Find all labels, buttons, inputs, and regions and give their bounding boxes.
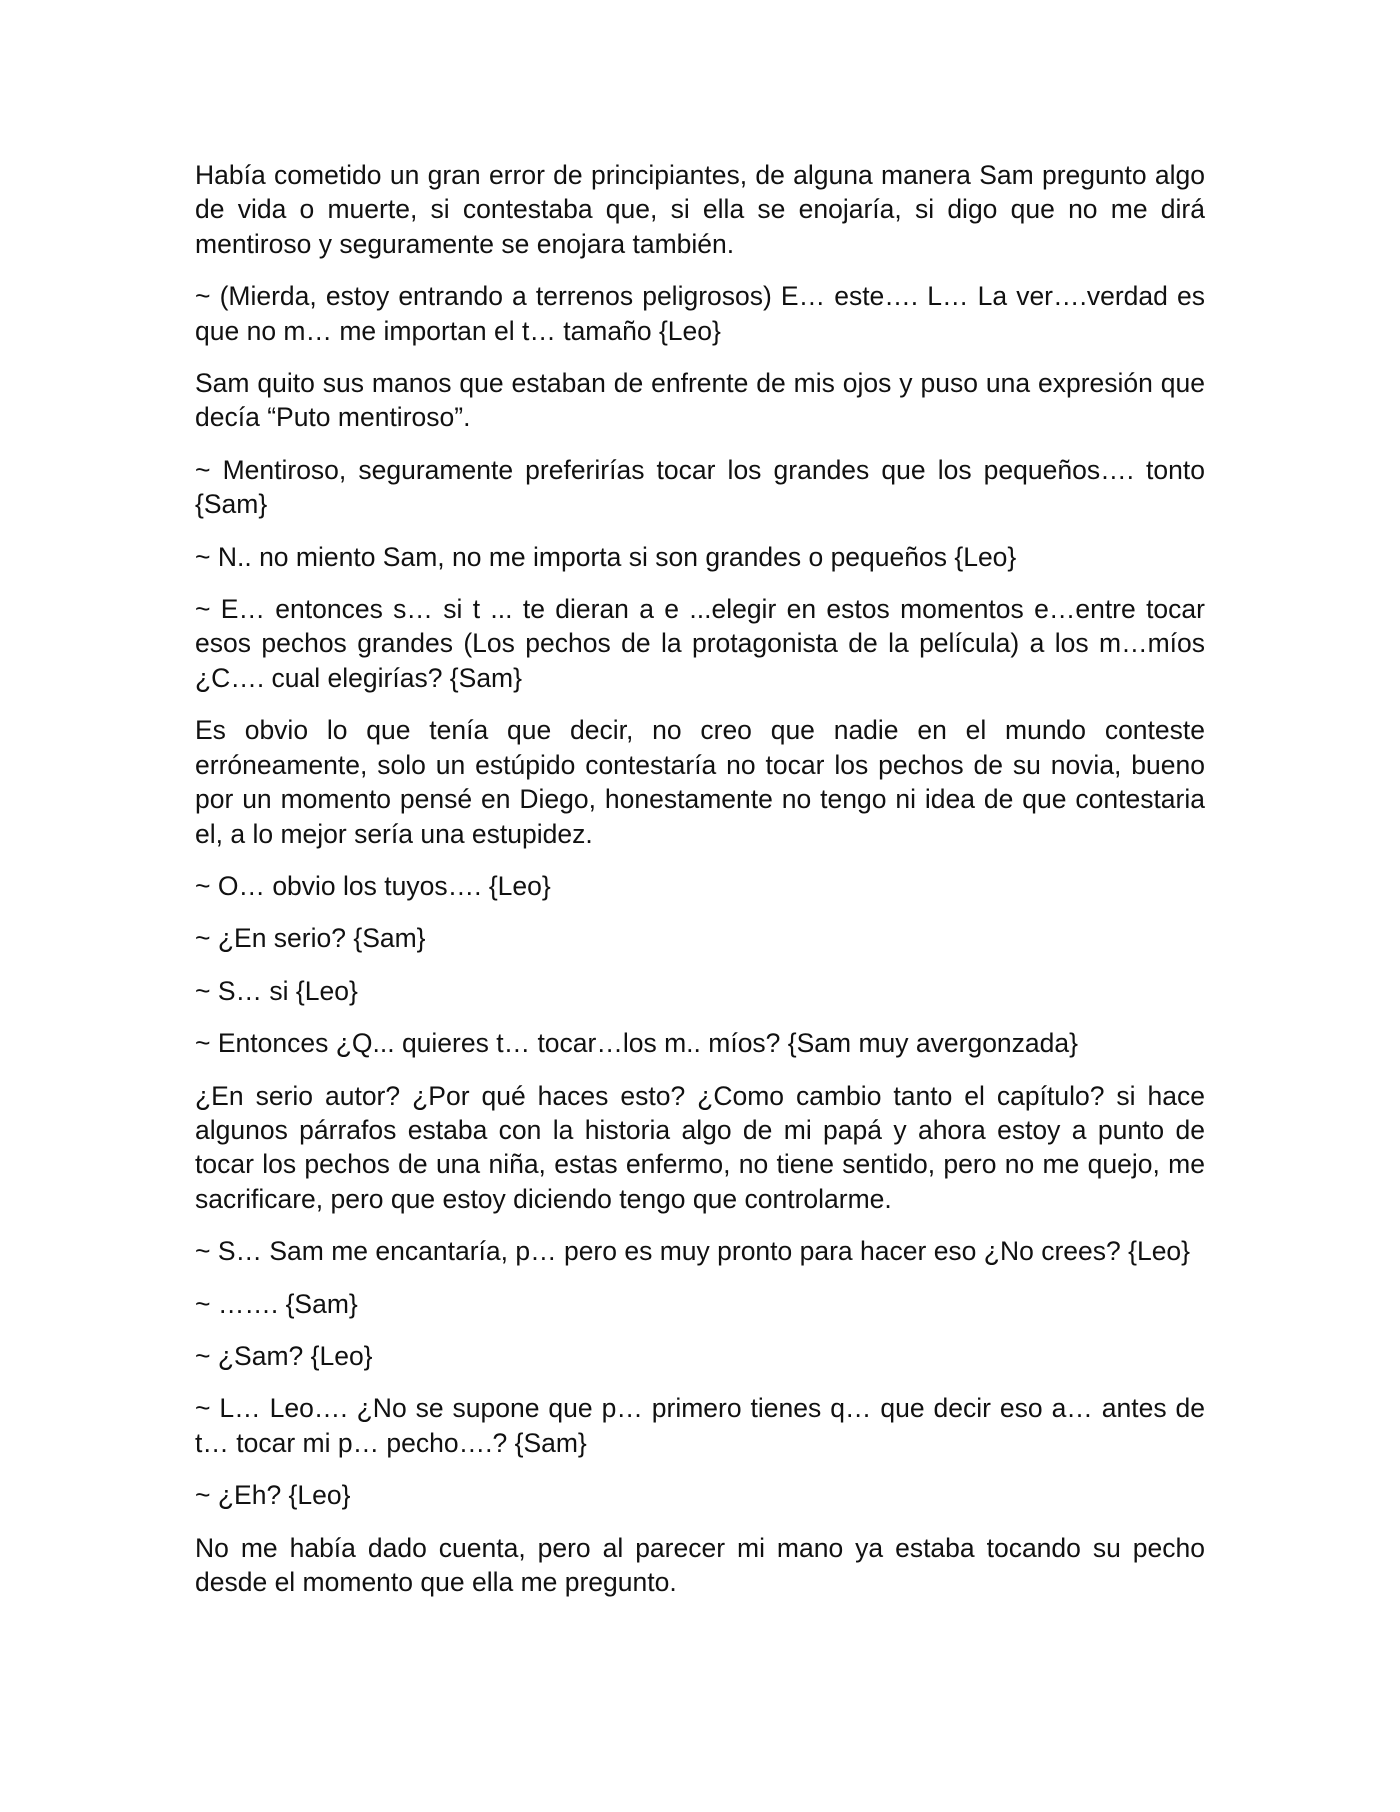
dialogue-line: ~ O… obvio los tuyos…. {Leo}	[195, 870, 551, 901]
dialogue-line: ~ ……. {Sam}	[195, 1288, 358, 1319]
dialogue-line: ~ ¿En serio? {Sam}	[195, 923, 426, 954]
narration-paragraph: Es obvio lo que tenía que decir, no creo que nadie en el mundo conteste erróneamente, solo un estúpido contestaría no tocar los pechos de su novia, bueno por un momento pensé en Diego, honestamente no tengo ni idea de que contestaria el, a lo mejor sería una estupidez.	[195, 715, 1205, 849]
dialogue-line: ~ ¿Eh? {Leo}	[195, 1480, 351, 1511]
dialogue-line: ~ Mentiroso, seguramente preferirías tocar los grandes que los pequeños…. tonto {Sam}	[195, 454, 1205, 520]
narration-paragraph: No me había dado cuenta, pero al parecer mi mano ya estaba tocando su pecho desde el momento que ella me pregunto.	[195, 1532, 1205, 1597]
dialogue-line: ~ S… Sam me encantaría, p… pero es muy pronto para hacer eso ¿No crees? {Leo}	[195, 1236, 1191, 1267]
document-page	[195, 158, 1205, 1617]
dialogue-line: ~ S… si {Leo}	[195, 975, 358, 1006]
dialogue-line: ~ (Mierda, estoy entrando a terrenos peligrosos) E… este…. L… La ver….verdad es que no m… me importan el t… tamaño {Leo}	[195, 281, 1205, 346]
dialogue-line: ~ E… entonces s… si t ... te dieran a e ...elegir en estos momentos e…entre tocar esos pechos grandes (Los pechos de la protagonista de la película) a los m…míos ¿C…. cual elegirías? {Sam}	[195, 594, 1205, 693]
narration-paragraph: ¿En serio autor? ¿Por qué haces esto? ¿Como cambio tanto el capítulo? si hace algunos párrafos estaba con la historia algo de mi papá y ahora estoy a punto de tocar los pechos de una niña, estas enfermo, no tiene sentido, pero no me quejo, me sacrificare, pero que estoy diciendo tengo que controlarme.	[195, 1080, 1205, 1214]
narration-paragraph: Había cometido un gran error de principiantes, de alguna manera Sam pregunto algo de vida o muerte, si contestaba que, si ella se enojaría, si digo que no me dirá mentiroso y seguramente se enojara también.	[195, 160, 1205, 259]
dialogue-line: ~ Entonces ¿Q... quieres t… tocar…los m.. míos? {Sam muy avergonzada}	[195, 1028, 1078, 1059]
dialogue-line: ~ N.. no miento Sam, no me importa si son grandes o pequeños {Leo}	[195, 541, 1017, 572]
dialogue-line: ~ ¿Sam? {Leo}	[195, 1340, 373, 1371]
narration-paragraph: Sam quito sus manos que estaban de enfrente de mis ojos y puso una expresión que decía “Puto mentiroso”.	[195, 368, 1205, 433]
dialogue-line: ~ L… Leo…. ¿No se supone que p… primero tienes q… que decir eso a… antes de t… tocar mi p… pecho….? {Sam}	[195, 1393, 1205, 1458]
